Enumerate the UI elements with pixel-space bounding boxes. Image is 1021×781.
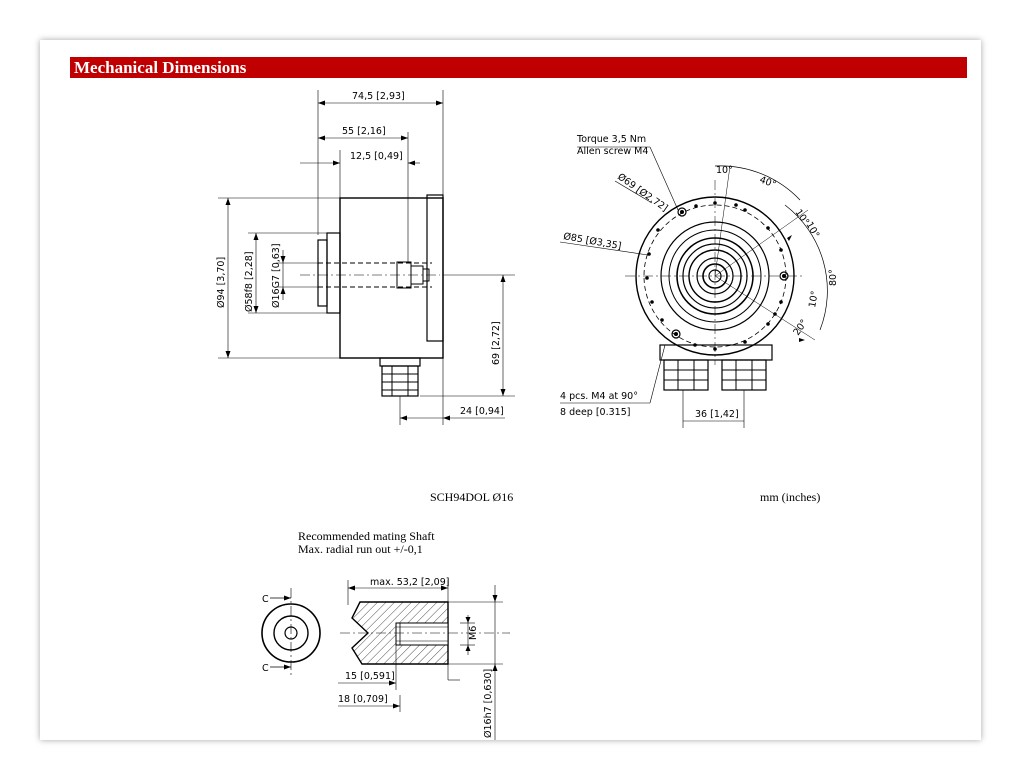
dim-outer-diameter: Ø94 [3,70] (216, 256, 227, 308)
label-d85: Ø85 [Ø3,35] (562, 231, 623, 253)
dim-shaft-diameter: Ø16h7 [0,630] (483, 668, 494, 738)
label-screw: Allen screw M4 (577, 146, 649, 157)
angle-10-r3: 10° (807, 290, 821, 309)
dim-max-length: max. 53,2 [2,09] (370, 577, 450, 588)
dim-18: 18 [0,709] (338, 694, 388, 705)
front-view-labels (560, 134, 839, 420)
technical-drawing (40, 40, 981, 740)
angle-10-r1: 10° (792, 207, 812, 228)
section-marker-top: C (262, 594, 269, 605)
angle-40: 40° (757, 174, 778, 191)
dim-height-to-axis: 69 [2,72] (491, 321, 502, 365)
dim-spigot-diameter: Ø58f8 [2,28] (244, 251, 255, 312)
units-caption: mm (inches) (760, 490, 821, 504)
angle-10-r2: 10° (803, 220, 822, 241)
dim-overall-length: 74,5 [2,93] (352, 91, 405, 102)
dim-flange-length: 12,5 [0,49] (350, 151, 403, 162)
label-d69: Ø69 [Ø2,72] (615, 171, 670, 215)
model-caption: SCH94DOL Ø16 (430, 490, 514, 504)
section-title: Mechanical Dimensions (74, 58, 247, 77)
shaft-section-view (262, 588, 320, 676)
dim-spacing: 36 [1,42] (695, 409, 739, 420)
angle-80: 80° (828, 269, 839, 286)
dim-connector-offset: 24 [0,94] (460, 406, 504, 417)
angle-20: 20° (791, 317, 811, 338)
dim-body-length: 55 [2,16] (342, 126, 386, 137)
label-torque: Torque 3,5 Nm (577, 134, 647, 145)
dim-bore-diameter: Ø16G7 [0,63] (271, 243, 282, 308)
dim-15: 15 [0,591] (345, 671, 395, 682)
side-view (218, 90, 515, 425)
side-view-labels (216, 91, 504, 417)
shaft-title-line1: Recommended mating Shaft (298, 529, 435, 543)
angle-10-top: 10° (716, 165, 733, 176)
document-page (40, 40, 981, 740)
side-view-arrows (226, 101, 506, 421)
front-view (560, 147, 827, 428)
dim-thread: M6 (468, 625, 479, 640)
label-pcs: 4 pcs. M4 at 90° (560, 391, 638, 402)
section-marker-bottom: C (262, 663, 269, 674)
shaft-title-line2: Max. radial run out +/-0,1 (298, 542, 423, 556)
label-deep: 8 deep [0.315] (560, 407, 631, 418)
